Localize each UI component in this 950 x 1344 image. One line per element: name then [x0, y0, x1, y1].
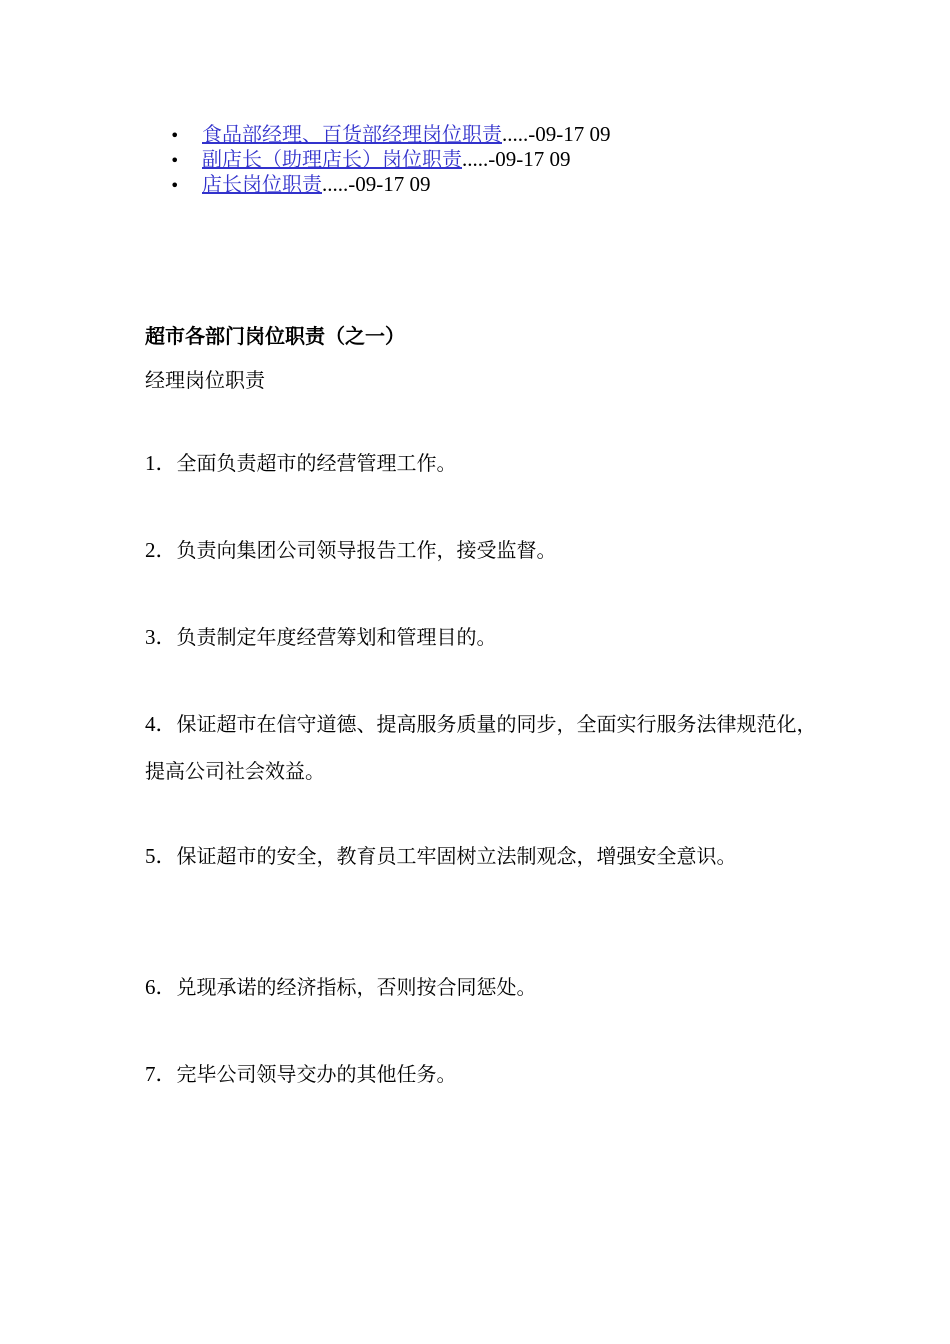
related-link-entry — [202, 122, 611, 147]
duty-text: 兑现承诺的经济指标，否则按合同惩处。 — [176, 975, 537, 999]
related-link[interactable]: 店长岗位职责 — [202, 172, 322, 196]
duty-number: 1． — [145, 451, 177, 475]
duty-number: 7． — [145, 1062, 177, 1086]
duty-text: 保证超市的安全，教育员工牢固树立法制观念，增强安全意识。 — [176, 844, 737, 868]
duty-item — [145, 701, 825, 795]
related-link-date: .....-09-17 09 — [502, 122, 611, 146]
duty-number: 4． — [145, 712, 177, 736]
related-link[interactable]: 食品部经理、百货部经理岗位职责 — [202, 122, 502, 146]
related-link-date: .....-09-17 09 — [462, 147, 571, 171]
duty-item — [145, 614, 825, 661]
duty-number: 2． — [145, 538, 177, 562]
duty-item — [145, 833, 825, 880]
duty-item — [145, 1051, 825, 1098]
duty-number: 5． — [145, 844, 177, 868]
duty-number: 3． — [145, 625, 177, 649]
duty-text: 全面负责超市的经营管理工作。 — [176, 451, 457, 475]
related-link-entry — [202, 147, 571, 172]
related-link-entry — [202, 172, 431, 197]
duty-text: 保证超市在信守道德、提高服务质量的同步，全面实行服务法律规范化，提高公司社会效益。 — [145, 712, 817, 783]
duty-text: 负责向集团公司领导报告工作，接受监督。 — [176, 538, 557, 562]
bullet-icon: • — [170, 151, 180, 170]
duty-item — [145, 964, 825, 1011]
duty-text: 负责制定年度经营筹划和管理目的。 — [176, 625, 497, 649]
bullet-icon: • — [170, 126, 180, 145]
section-subheading: 经理岗位职责 — [145, 368, 265, 392]
bullet-icon: • — [170, 176, 180, 195]
duty-item — [145, 440, 825, 487]
duty-item — [145, 527, 825, 574]
duty-text: 完毕公司领导交办的其他任务。 — [176, 1062, 457, 1086]
document-heading: 超市各部门岗位职责（之一） — [145, 324, 405, 348]
duty-number: 6． — [145, 975, 177, 999]
related-link-date: .....-09-17 09 — [322, 172, 431, 196]
related-link[interactable]: 副店长（助理店长）岗位职责 — [202, 147, 462, 171]
